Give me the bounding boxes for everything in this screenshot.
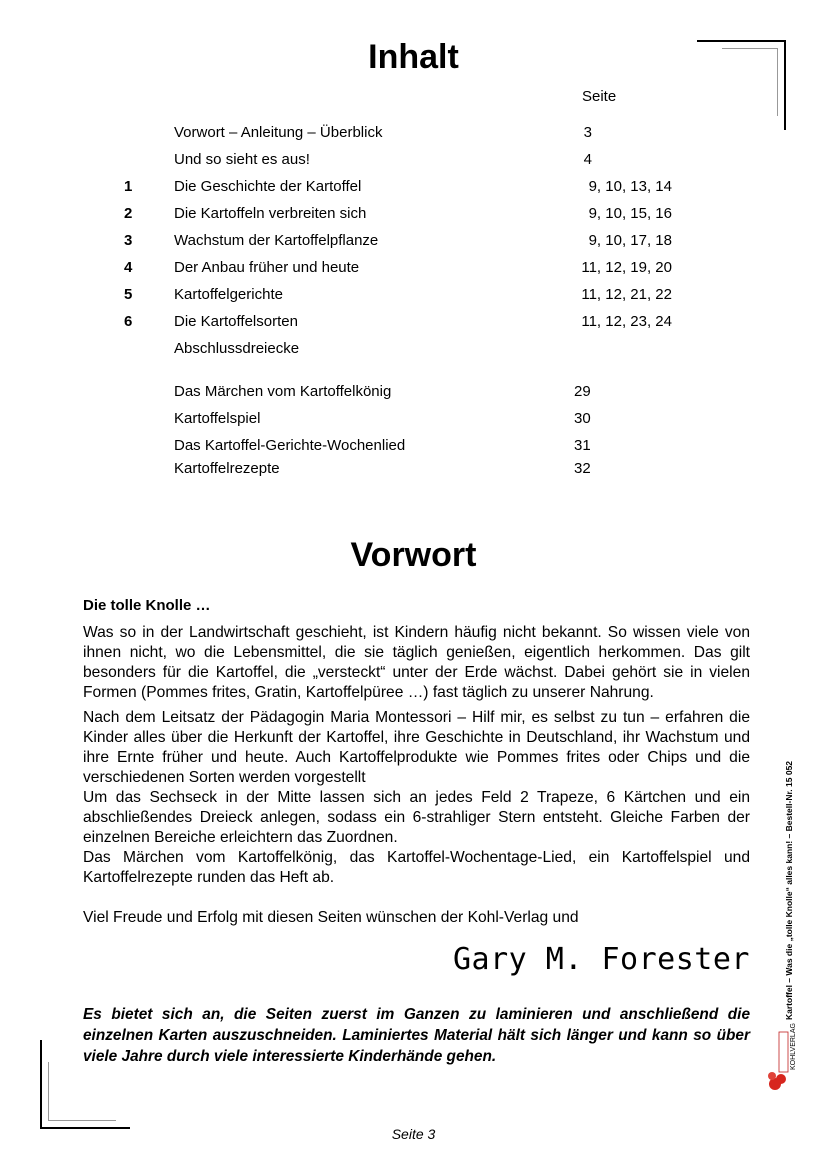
toc-entry xyxy=(0,178,827,198)
author-signature: Gary M. Forester xyxy=(453,942,750,977)
toc-entry xyxy=(0,259,827,279)
frame-corner-bottom-left-inner-v xyxy=(48,1062,49,1121)
toc-entry xyxy=(0,410,827,430)
toc-entry-pages: 11, 12, 19, 20 xyxy=(581,259,672,276)
toc-entry-label: Abschlussdreiecke xyxy=(174,340,300,357)
toc-entry xyxy=(0,151,827,171)
toc-entry-number: 1 xyxy=(124,178,133,195)
toc-entry-label: Der Anbau früher und heute xyxy=(174,259,360,276)
toc-entry xyxy=(0,124,827,144)
toc-entry-label: Kartoffelrezepte xyxy=(174,460,280,477)
toc-page-header: Seite xyxy=(582,88,617,105)
toc-entry xyxy=(0,437,827,457)
vorwort-paragraph: Um das Sechseck in der Mitte lassen sich an jedes Feld 2 Trapeze, 6 Kärtchen und ein abschließendes Dreieck anlegen, sodass ein 6-strahliger Stern entsteht. Gleiche Farben der einzelnen Bereiche erleichtern das Zuordnen. xyxy=(83,789,750,846)
toc-entry-label: Kartoffelgerichte xyxy=(174,286,283,303)
publisher-logo-text: KOHLVERLAG xyxy=(790,1023,797,1070)
toc-entry xyxy=(0,460,827,480)
page-number: Seite 3 xyxy=(391,1126,436,1142)
sidebar-order-info: Kartoffel – Was die „tolle Knolle“ alles kann! – Bestell-Nr. 15 052 xyxy=(784,760,794,1020)
toc-entry-pages: 9, 10, 13, 14 xyxy=(588,178,672,195)
toc-entry-pages: 11, 12, 23, 24 xyxy=(581,313,672,330)
toc-entry-label: Die Kartoffelsorten xyxy=(174,313,298,330)
vorwort-paragraph: Nach dem Leitsatz der Pädagogin Maria Montessori – Hilf mir, es selbst zu tun – erfahren die Kinder alles über die Herkunft der Kartoffel, ihre Geschichte in Deutschland, ihr Wachstum und ihre Ernte früher und heute. Auch Kartoffelprodukte wie Pommes frites oder Chips und die verschiedenen Sorten werden vorgestellt xyxy=(83,709,750,786)
toc-entry-label: Das Märchen vom Kartoffelkönig xyxy=(174,383,392,400)
vorwort-paragraph: Das Märchen vom Kartoffelkönig, das Kartoffel-Wochentage-Lied, ein Kartoffelspiel und Kartoffelrezepte runden das Heft ab. xyxy=(83,849,750,886)
vorwort-title: Vorwort xyxy=(350,536,477,574)
toc-entry-label: Und so sieht es aus! xyxy=(174,151,310,168)
toc-entry xyxy=(0,232,827,252)
toc-entry-pages: 9, 10, 15, 16 xyxy=(588,205,672,222)
frame-corner-bottom-left-inner-h xyxy=(48,1120,116,1121)
toc-entry xyxy=(0,313,827,333)
frame-corner-bottom-left-vertical xyxy=(40,1040,42,1129)
toc-entry-pages: 9, 10, 17, 18 xyxy=(588,232,672,249)
toc-entry-label: Die Geschichte der Kartoffel xyxy=(174,178,362,195)
vorwort-subtitle: Die tolle Knolle … xyxy=(83,597,211,614)
toc-entry-pages: 31 xyxy=(574,437,591,454)
toc-entry-label: Das Kartoffel-Gerichte-Wochenlied xyxy=(174,437,406,454)
toc-entry-label: Vorwort – Anleitung – Überblick xyxy=(174,124,383,141)
toc-entry-number: 3 xyxy=(124,232,133,249)
toc-entry-pages: 32 xyxy=(574,460,591,477)
toc-entry-pages: 30 xyxy=(574,410,591,427)
toc-entry-label: Die Kartoffeln verbreiten sich xyxy=(174,205,367,222)
toc-entry-number: 6 xyxy=(124,313,133,330)
toc-entry-pages: 4 xyxy=(583,151,592,168)
toc-entry-number: 4 xyxy=(124,259,133,276)
toc-entry-pages: 29 xyxy=(574,383,591,400)
toc-entry-label: Kartoffelspiel xyxy=(174,410,261,427)
toc-entry-number: 5 xyxy=(124,286,133,303)
vorwort-paragraph: Was so in der Landwirtschaft geschieht, ist Kindern häufig nicht bekannt. So wissen viele von ihnen nicht, wo die Lebensmittel, die sie täglich genießen, eigentlich herkommen. Das gilt besonders für die Kartoffel, die „versteckt“ unter der Erde wächst. Dabei gehört sie in vielen Formen (Pommes frites, Gratin, Kartoffelpüree …) fast täglich zu unserer Nahrung. xyxy=(83,624,750,701)
vorwort-closing: Viel Freude und Erfolg mit diesen Seiten wünschen der Kohl-Verlag und xyxy=(83,909,579,926)
publisher-logo-icon xyxy=(767,1024,789,1094)
toc-entry xyxy=(0,286,827,306)
toc-entry-label: Wachstum der Kartoffelpflanze xyxy=(174,232,379,249)
toc-entry-pages: 11, 12, 21, 22 xyxy=(581,286,672,303)
toc-entry-number: 2 xyxy=(124,205,133,222)
vorwort-body xyxy=(83,623,750,928)
lamination-note: Es bietet sich an, die Seiten zuerst im Ganzen zu laminieren und anschließend die einzelnen Karten auszuschneiden. Laminiertes Material hält sich länger und kann so über viele Jahre durch viele interessierte Kinderhände gehen. xyxy=(83,1006,750,1065)
toc-entry xyxy=(0,205,827,225)
toc-title: Inhalt xyxy=(368,38,459,76)
toc-entry-pages: 3 xyxy=(583,124,592,141)
toc-entry xyxy=(0,383,827,403)
toc-entry xyxy=(0,340,827,360)
